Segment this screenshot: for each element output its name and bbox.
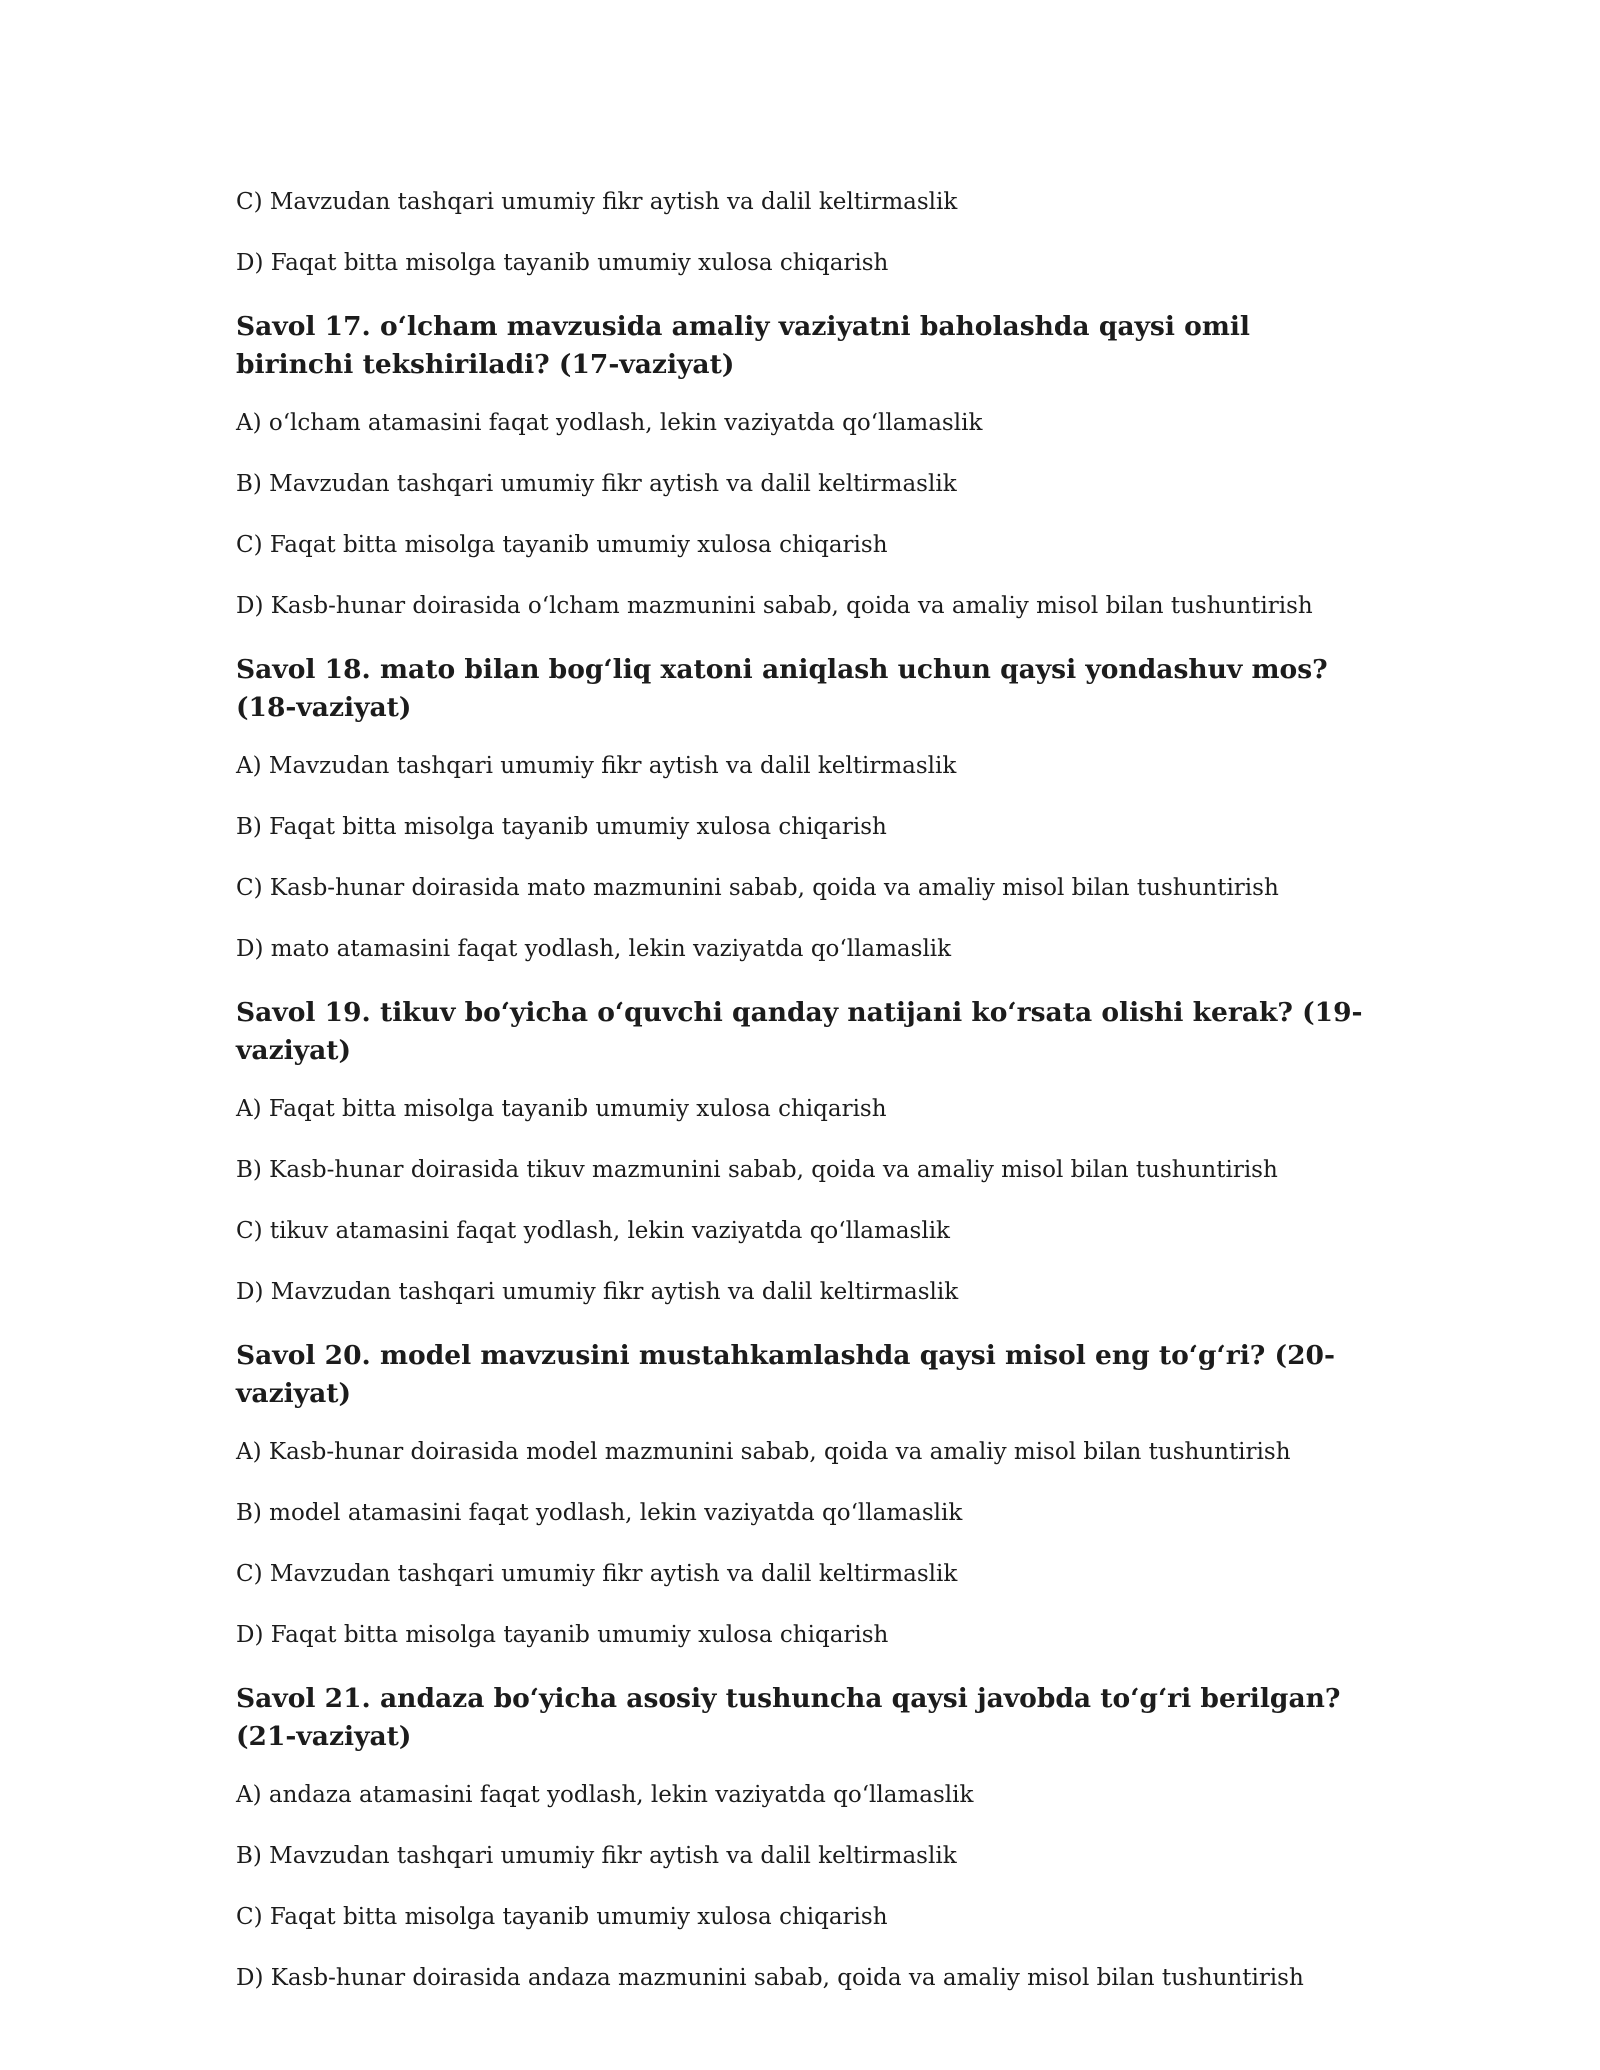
question-17-title: Savol 17. o‘lcham mavzusida amaliy vaziyatni baholashda qaysi omil birinchi tekshiriladi? (17-vaziyat) — [236, 311, 1250, 380]
question-21-option-a: A) andaza atamasini faqat yodlash, lekin vaziyatda qo‘llamaslik — [236, 1782, 974, 1808]
document-content — [236, 186, 1376, 2023]
option-d: D) Faqat bitta misolga tayanib umumiy xulosa chiqarish — [236, 250, 889, 276]
question-19-option-b: B) Kasb-hunar doirasida tikuv mazmunini sabab, qoida va amaliy misol bilan tushuntirish — [236, 1157, 1278, 1183]
question-18-option-b: B) Faqat bitta misolga tayanib umumiy xulosa chiqarish — [236, 814, 887, 840]
question-19-option-d: D) Mavzudan tashqari umumiy fikr aytish va dalil keltirmaslik — [236, 1279, 959, 1305]
question-20-option-a: A) Kasb-hunar doirasida model mazmunini sabab, qoida va amaliy misol bilan tushuntirish — [236, 1439, 1291, 1465]
question-21-option-d: D) Kasb-hunar doirasida andaza mazmunini sabab, qoida va amaliy misol bilan tushuntirish — [236, 1965, 1304, 1991]
question-18-title: Savol 18. mato bilan bog‘liq xatoni aniqlash uchun qaysi yondashuv mos? (18-vaziyat) — [236, 654, 1328, 723]
question-18-option-c: C) Kasb-hunar doirasida mato mazmunini sabab, qoida va amaliy misol bilan tushuntirish — [236, 875, 1279, 901]
question-21-option-b: B) Mavzudan tashqari umumiy fikr aytish va dalil keltirmaslik — [236, 1843, 957, 1869]
question-19-option-c: C) tikuv atamasini faqat yodlash, lekin vaziyatda qo‘llamaslik — [236, 1218, 950, 1244]
question-20-option-b: B) model atamasini faqat yodlash, lekin vaziyatda qo‘llamaslik — [236, 1500, 963, 1526]
option-c: C) Mavzudan tashqari umumiy fikr aytish va dalil keltirmaslik — [236, 189, 958, 215]
question-19-title: Savol 19. tikuv bo‘yicha o‘quvchi qanday natijani ko‘rsata olishi kerak? (19-vaziyat) — [236, 997, 1363, 1066]
question-17-option-c: C) Faqat bitta misolga tayanib umumiy xulosa chiqarish — [236, 532, 888, 558]
question-19-option-a: A) Faqat bitta misolga tayanib umumiy xulosa chiqarish — [236, 1096, 887, 1122]
question-21-title: Savol 21. andaza bo‘yicha asosiy tushuncha qaysi javobda to‘g‘ri berilgan? (21-vaziyat) — [236, 1683, 1341, 1752]
question-17-option-d: D) Kasb-hunar doirasida o‘lcham mazmunini sabab, qoida va amaliy misol bilan tushuntirish — [236, 593, 1313, 619]
question-18-option-a: A) Mavzudan tashqari umumiy fikr aytish va dalil keltirmaslik — [236, 753, 957, 779]
question-20-option-c: C) Mavzudan tashqari umumiy fikr aytish va dalil keltirmaslik — [236, 1561, 958, 1587]
question-18-option-d: D) mato atamasini faqat yodlash, lekin vaziyatda qo‘llamaslik — [236, 936, 952, 962]
question-20-title: Savol 20. model mavzusini mustahkamlashda qaysi misol eng to‘g‘ri? (20-vaziyat) — [236, 1340, 1335, 1409]
question-17-option-b: B) Mavzudan tashqari umumiy fikr aytish va dalil keltirmaslik — [236, 471, 957, 497]
question-17-option-a: A) o‘lcham atamasini faqat yodlash, lekin vaziyatda qo‘llamaslik — [236, 410, 983, 436]
question-20-option-d: D) Faqat bitta misolga tayanib umumiy xulosa chiqarish — [236, 1622, 889, 1648]
question-21-option-c: C) Faqat bitta misolga tayanib umumiy xulosa chiqarish — [236, 1904, 888, 1930]
